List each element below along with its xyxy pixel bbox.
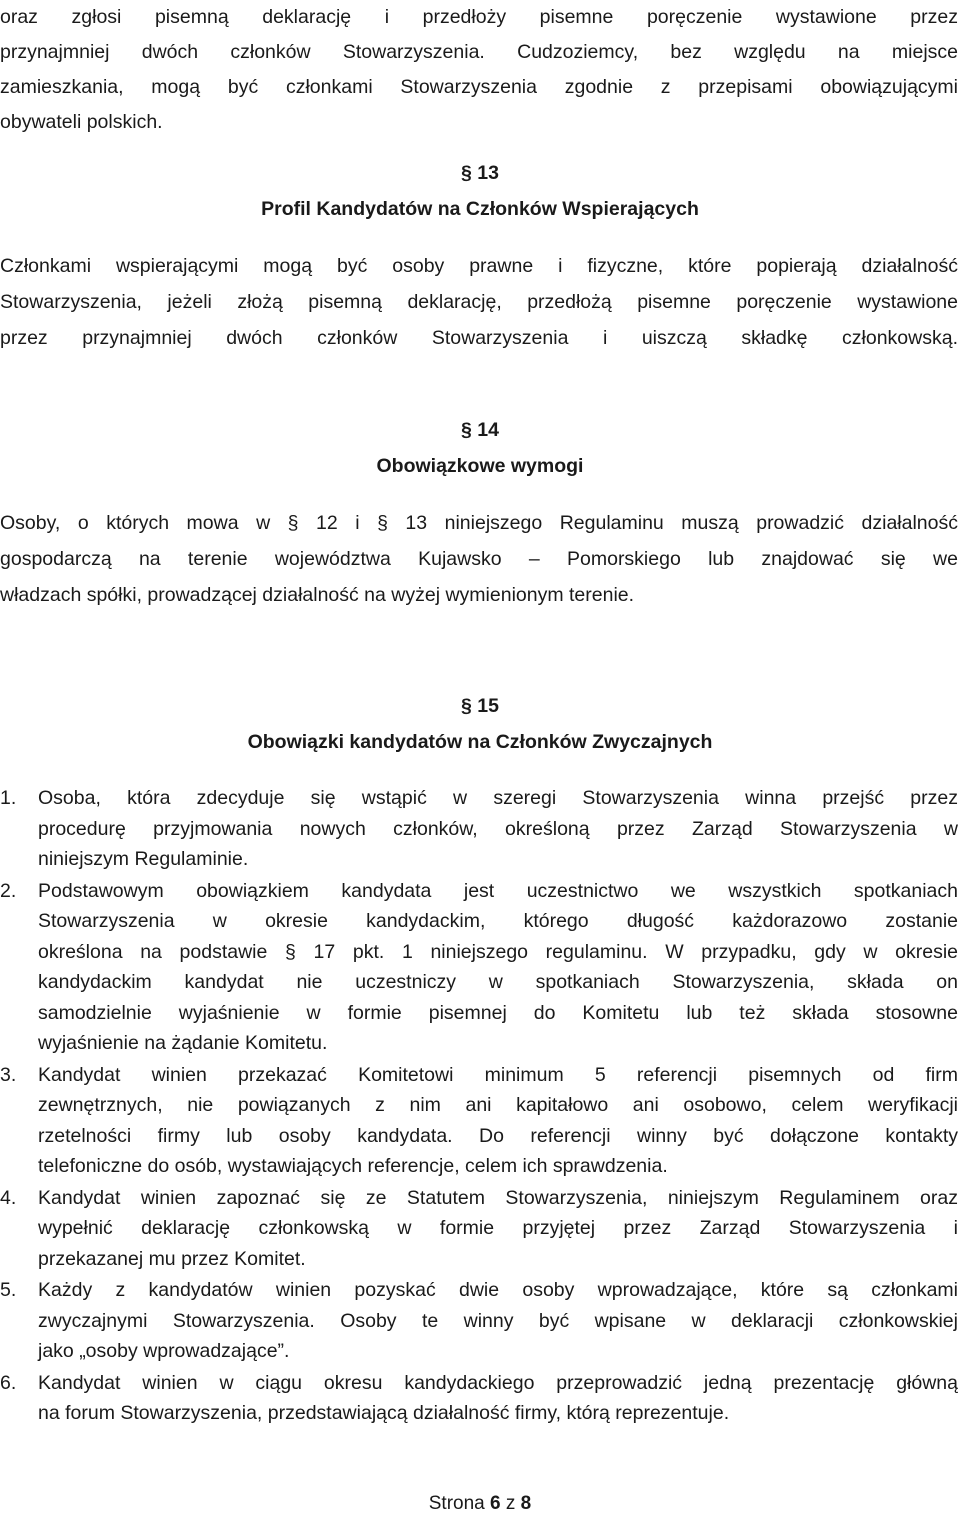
list-item-line: jako „osoby wprowadzające”. — [38, 1340, 290, 1362]
section-title: Obowiązkowe wymogi — [376, 455, 584, 477]
list-item-number: 4. — [0, 1186, 17, 1209]
list-item-line: Kandydat winien w ciągu okresu kandydackiego przeprowadzić jedną prezentację główną — [38, 1371, 958, 1394]
section-13-body — [0, 248, 958, 356]
body-line: władzach spółki, prowadzącej działalność na wyżej wymienionym terenie. — [0, 584, 635, 606]
list-item-number: 5. — [0, 1279, 17, 1301]
list-item-line: procedurę przyjmowania nowych członków, określoną przez Zarząd Stowarzyszenia w — [38, 817, 958, 840]
list-item-line: zewnętrznych, nie powiązanych z nim ani kapitałowo ani osobowo, celem weryfikacji — [38, 1094, 958, 1116]
section-14-heading — [0, 412, 960, 484]
list-item — [0, 1060, 958, 1182]
section-number: § 13 — [461, 162, 499, 184]
list-item-line: kandydackim kandydat nie uczestniczy w spotkaniach Stowarzyszenia, składa on — [38, 971, 958, 993]
intro-line: oraz zgłosi pisemną deklarację i przedłoży pisemne poręczenie wystawione przez — [0, 6, 958, 28]
section-14-body — [0, 505, 958, 613]
body-line: Osoby, o których mowa w § 12 i § 13 niniejszego Regulaminu muszą prowadzić działalność — [0, 512, 958, 534]
list-item-line: przekazanej mu przez Komitet. — [38, 1247, 306, 1270]
section-number: § 14 — [461, 419, 499, 441]
list-item-line: na forum Stowarzyszenia, przedstawiającą działalność firmy, którą reprezentuje. — [38, 1402, 730, 1424]
list-item-line: Osoba, która zdecyduje się wstąpić w szeregi Stowarzyszenia winna przejść przez — [38, 787, 958, 809]
section-title: Obowiązki kandydatów na Członków Zwyczajnych — [247, 731, 713, 753]
list-item — [0, 1368, 958, 1429]
list-item-number: 2. — [0, 879, 17, 902]
footer-page-total: 8 — [520, 1493, 532, 1514]
list-item-line: Kandydat winien przekazać Komitetowi minimum 5 referencji pisemnych od firm — [38, 1063, 958, 1086]
list-item-number: 3. — [0, 1063, 17, 1086]
list-item-line: Podstawowym obowiązkiem kandydata jest uczestnictwo we wszystkich spotkaniach — [38, 879, 958, 902]
body-line: przez przynajmniej dwóch członków Stowarzyszenia i uiszczą składkę członkowską. — [0, 327, 958, 349]
list-item-line: zwyczajnymi Stowarzyszenia. Osoby te winny być wpisane w deklaracji członkowskiej — [38, 1309, 958, 1332]
intro-line: zamieszkania, mogą być członkami Stowarzyszenia zgodnie z przepisami obowiązującymi — [0, 76, 958, 98]
section-15-heading — [0, 688, 960, 760]
list-item-number: 6. — [0, 1371, 17, 1394]
section-title: Profil Kandydatów na Członków Wspierających — [261, 198, 699, 220]
footer-prefix: Strona — [428, 1493, 485, 1514]
section-number: § 15 — [461, 695, 499, 717]
page-footer — [0, 1490, 960, 1518]
footer-page-number: 6 — [490, 1493, 501, 1514]
list-item — [0, 876, 958, 1059]
list-item — [0, 1183, 958, 1275]
list-item-number: 1. — [0, 787, 17, 809]
intro-paragraph — [0, 0, 958, 140]
list-item-line: rzetelności firmy lub osoby kandydata. Do referencji winny być dołączone kontakty — [38, 1124, 958, 1147]
intro-line: przynajmniej dwóch członków Stowarzyszenia. Cudzoziemcy, bez względu na miejsce — [0, 41, 958, 63]
body-line: gospodarczą na terenie województwa Kujawsko – Pomorskiego lub znajdować się we — [0, 548, 958, 570]
footer-separator: z — [505, 1493, 516, 1514]
list-item-line: wypełnić deklarację członkowską w formie przyjętej przez Zarząd Stowarzyszenia i — [38, 1217, 958, 1239]
body-line: Stowarzyszenia, jeżeli złożą pisemną deklarację, przedłożą pisemne poręczenie wystawione — [0, 291, 958, 313]
list-item-line: wyjaśnienie na żądanie Komitetu. — [38, 1032, 328, 1054]
list-item-line: Kandydat winien zapoznać się ze Statutem Stowarzyszenia, niniejszym Regulaminem oraz — [38, 1186, 958, 1209]
list-item-line: samodzielnie wyjaśnienie w formie pisemnej do Komitetu lub też składa stosowne — [38, 1001, 958, 1024]
body-line: Członkami wspierającymi mogą być osoby prawne i fizyczne, które popierają działalność — [0, 255, 958, 277]
list-item — [0, 783, 958, 875]
intro-line: obywateli polskich. — [0, 111, 163, 133]
list-item-line: Stowarzyszenia w okresie kandydackim, którego długość każdorazowo zostanie — [38, 910, 958, 932]
list-item — [0, 1275, 958, 1367]
list-item-line: niniejszym Regulaminie. — [38, 848, 249, 870]
list-item-line: Każdy z kandydatów winien pozyskać dwie osoby wprowadzające, które są członkami — [38, 1279, 958, 1301]
list-item-line: telefoniczne do osób, wystawiających referencje, celem ich sprawdzenia. — [38, 1155, 668, 1177]
obligations-list — [0, 783, 958, 1430]
list-item-line: określona na podstawie § 17 pkt. 1 niniejszego regulaminu. W przypadku, gdy w okresie — [38, 940, 958, 963]
section-13-heading — [0, 155, 960, 227]
